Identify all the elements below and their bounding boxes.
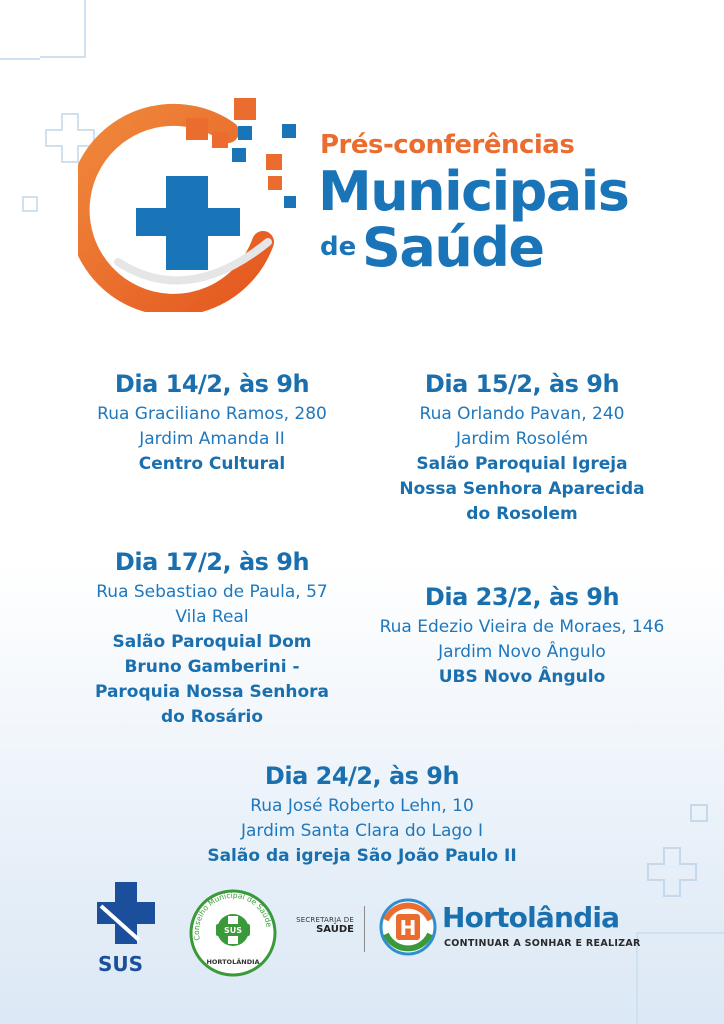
event-neighborhood: Vila Real (175, 607, 249, 627)
pre-title: Prés-conferências (320, 130, 575, 160)
title-saude: Saúde (362, 216, 544, 279)
event-address: Rua Edezio Vieira de Moraes, 146 (379, 617, 665, 637)
event-neighborhood: Jardim Novo Ângulo (438, 642, 606, 662)
sus-label: SUS (98, 952, 144, 976)
event-place: Salão Paroquial Dom (112, 632, 312, 652)
event-place: do Rosolem (466, 504, 578, 524)
conselho-center-label: SUS (223, 926, 243, 935)
hortolandia-emblem (378, 898, 438, 956)
event-place: Bruno Gamberini - (124, 657, 300, 677)
event-address: Rua Sebastiao de Paula, 57 (96, 582, 328, 602)
event-address: Rua Graciliano Ramos, 280 (97, 404, 327, 424)
decor-square-icon (22, 196, 38, 212)
title-de: de (320, 232, 357, 262)
main-title: Municipais (318, 160, 629, 223)
event-neighborhood: Jardim Rosolém (455, 429, 589, 449)
event-date: Dia 24/2, às 9h (264, 762, 460, 790)
event-23-feb (360, 583, 684, 690)
secretaria-line1: SECRETARIA DE (296, 916, 354, 924)
health-cross-logo (78, 92, 318, 312)
event-place: do Rosário (160, 707, 264, 727)
event-date: Dia 23/2, às 9h (424, 583, 620, 611)
event-24-feb (162, 762, 562, 869)
hortolandia-slogan: CONTINUAR A SONHAR E REALIZAR (444, 938, 641, 949)
decor-line-top-left (40, 0, 86, 58)
conselho-city-label: HORTOLÂNDIA (206, 958, 260, 966)
event-date: Dia 17/2, às 9h (114, 548, 310, 576)
event-date: Dia 14/2, às 9h (114, 370, 310, 398)
decor-line-left (0, 58, 40, 60)
hortolandia-name: Hortolândia (442, 901, 620, 934)
event-place: Salão da igreja São João Paulo II (207, 846, 517, 866)
footer-divider (364, 906, 365, 952)
conselho-ring-text (188, 888, 278, 978)
event-neighborhood: Jardim Santa Clara do Lago I (241, 821, 483, 841)
event-place: Salão Paroquial Igreja (416, 454, 628, 474)
event-14-feb (62, 370, 362, 477)
event-place: UBS Novo Ângulo (438, 667, 606, 687)
event-15-feb (372, 370, 672, 527)
decor-square-icon-right (690, 804, 708, 822)
decor-line-bottom-right (636, 932, 724, 1024)
event-address: Rua José Roberto Lehn, 10 (250, 796, 474, 816)
sus-cross-icon (95, 880, 157, 946)
event-place: Centro Cultural (138, 454, 286, 474)
secretaria-saude (296, 916, 354, 935)
secretaria-line2: SAÚDE (316, 924, 354, 935)
event-place: Nossa Senhora Aparecida (399, 479, 645, 499)
decor-plus-icon-right (646, 846, 698, 898)
hortolandia-logo-letter: H (399, 916, 417, 940)
event-address: Rua Orlando Pavan, 240 (419, 404, 625, 424)
conselho-ring-label: Conselho Municipal de Saúde (191, 890, 274, 942)
event-date: Dia 15/2, às 9h (424, 370, 620, 398)
event-17-feb (62, 548, 362, 730)
event-neighborhood: Jardim Amanda II (139, 429, 285, 449)
event-place: Paroquia Nossa Senhora (94, 682, 330, 702)
